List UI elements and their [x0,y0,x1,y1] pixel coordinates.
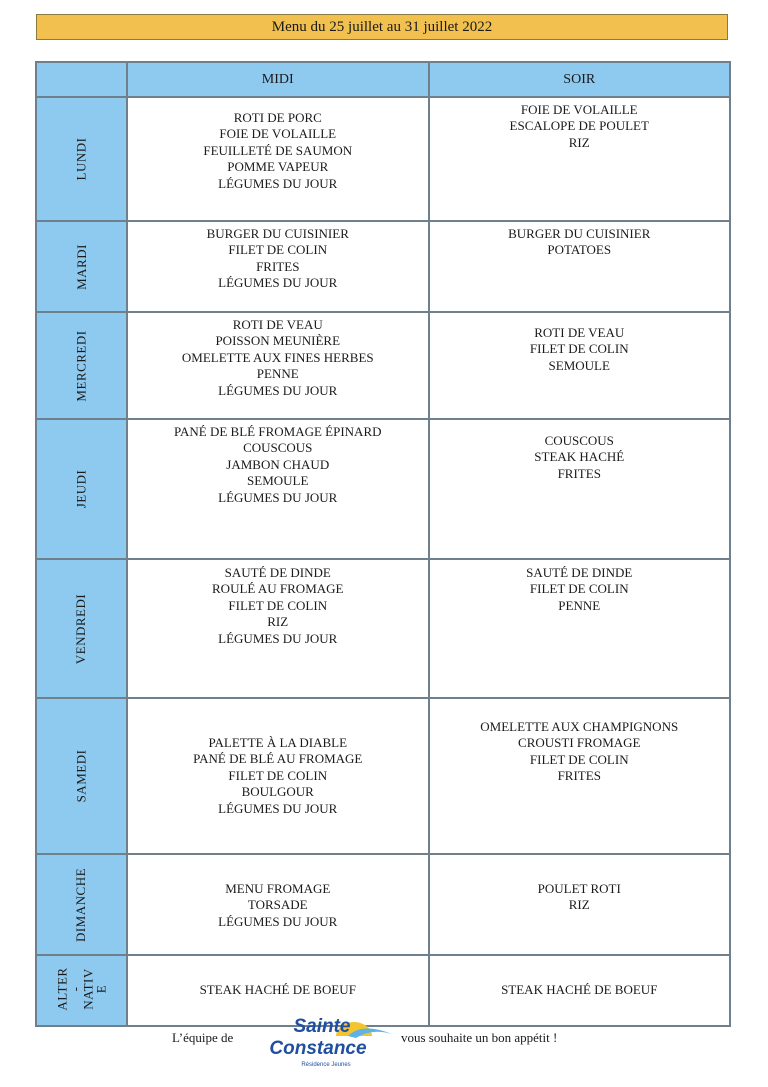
sainte-constance-logo [252,1014,400,1070]
dish: LÉGUMES DU JOUR [218,630,338,646]
soir-cell [429,955,731,1026]
dish: COUSCOUS [243,440,313,456]
dish: OMELETTE AUX FINES HERBES [181,349,374,365]
dish: FOIE DE VOLAILLE [520,102,638,117]
corner-cell [36,62,127,97]
dish: PANÉ DE BLÉ AU FROMAGE [193,751,363,767]
midi-cell [127,419,429,559]
dish: LÉGUMES DU JOUR [218,175,338,191]
day-label-cell [36,698,127,854]
dish: COUSCOUS [544,433,614,448]
dish: ROTI DE VEAU [232,317,323,332]
dish: ESCALOPE DE POULET [509,118,649,134]
day-row-dimanche [36,854,730,955]
day-row-mercredi [36,312,730,419]
dish: RIZ [568,134,590,150]
day-label-cell [36,955,127,1026]
logo-word-1: Sainte [293,1016,351,1037]
dish: FRITES [256,258,300,274]
dish: BOULGOUR [241,784,314,800]
dish: STEAK HACHÉ DE BOEUF [501,982,658,998]
dish: FILET DE COLIN [228,767,328,783]
dish: FEUILLETÉ DE SAUMON [203,142,353,158]
dish: STEAK HACHÉ DE BOEUF [199,982,356,998]
day-row-samedi [36,698,730,854]
day-label-cell [36,559,127,698]
dish: FILET DE COLIN [529,341,629,357]
day-label: SAMEDI [73,749,89,803]
dish: MENU FROMAGE [225,881,331,896]
dish: LÉGUMES DU JOUR [218,275,338,291]
day-row-vendredi [36,559,730,698]
menu-title: Menu du 25 juillet au 31 juillet 2022 [36,14,728,40]
dish: RIZ [568,897,590,913]
day-row-jeudi [36,419,730,559]
soir-cell [429,312,731,419]
header-row [36,62,730,97]
dish: LÉGUMES DU JOUR [218,382,338,398]
dish: BURGER DU CUISINIER [206,226,349,241]
dish: PALETTE À LA DIABLE [208,735,348,750]
dish: STEAK HACHÉ [534,449,625,465]
dish: ROULÉ AU FROMAGE [212,581,344,597]
dish: SAUTÉ DE DINDE [224,565,331,580]
day-label: ALTER - NATIV E [54,967,109,1011]
dish: LÉGUMES DU JOUR [218,913,338,929]
logo-word-2: Constance [269,1038,367,1059]
midi-cell [127,221,429,312]
dish: PENNE [558,597,601,613]
dish: PANÉ DE BLÉ FROMAGE ÉPINARD [173,424,382,439]
dish: POMME VAPEUR [227,159,329,175]
dish: POULET ROTI [537,881,621,896]
dish: PENNE [256,366,299,382]
day-label-cell [36,312,127,419]
dish: POISSON MEUNIÈRE [215,333,341,349]
dish: FILET DE COLIN [529,751,629,767]
day-label-cell [36,419,127,559]
dish: SEMOULE [548,357,610,373]
day-label-cell [36,97,127,221]
day-label-cell [36,221,127,312]
day-label-cell [36,854,127,955]
dish: FOIE DE VOLAILLE [219,126,337,142]
dish: SEMOULE [247,473,309,489]
day-label: VENDREDI [73,593,89,664]
day-label: LUNDI [73,137,89,181]
dish: FILET DE COLIN [529,581,629,597]
dish: ROTI DE PORC [233,110,322,125]
day-label: DIMANCHE [73,867,89,942]
soir-cell [429,97,731,221]
dish: FILET DE COLIN [228,242,328,258]
dish: OMELETTE AUX CHAMPIGNONS [480,719,679,734]
dish: SAUTÉ DE DINDE [526,565,633,580]
dish: ROTI DE VEAU [534,325,625,340]
midi-cell [127,97,429,221]
day-row-mardi [36,221,730,312]
dish: JAMBON CHAUD [226,456,330,472]
day-label: MERCREDI [73,329,89,402]
dish: LÉGUMES DU JOUR [218,800,338,816]
menu-table [35,61,731,1027]
day-label: MARDI [73,243,89,290]
soir-cell [429,698,731,854]
dish: BURGER DU CUISINIER [508,226,651,241]
midi-cell [127,312,429,419]
soir-cell [429,854,731,955]
soir-cell [429,419,731,559]
soir-header: SOIR [429,62,731,97]
dish: FRITES [557,465,601,481]
day-label: JEUDI [73,469,89,509]
footer-text-left: L’équipe de [172,1030,234,1045]
midi-cell [127,698,429,854]
logo-subtitle: Résidence Jeunes [301,1062,351,1068]
dish: TORSADE [247,897,308,913]
midi-header: MIDI [127,62,429,97]
dish: CROUSTI FROMAGE [518,735,641,751]
soir-cell [429,559,731,698]
dish: RIZ [267,614,289,630]
footer [0,1016,768,1080]
midi-cell [127,854,429,955]
dish: FILET DE COLIN [228,597,328,613]
soir-cell [429,221,731,312]
dish: LÉGUMES DU JOUR [218,489,338,505]
midi-cell [127,559,429,698]
day-row-lundi [36,97,730,221]
dish: FRITES [557,768,601,784]
footer-text-right: vous souhaite un bon appétit ! [401,1030,558,1045]
dish: POTATOES [547,242,612,258]
